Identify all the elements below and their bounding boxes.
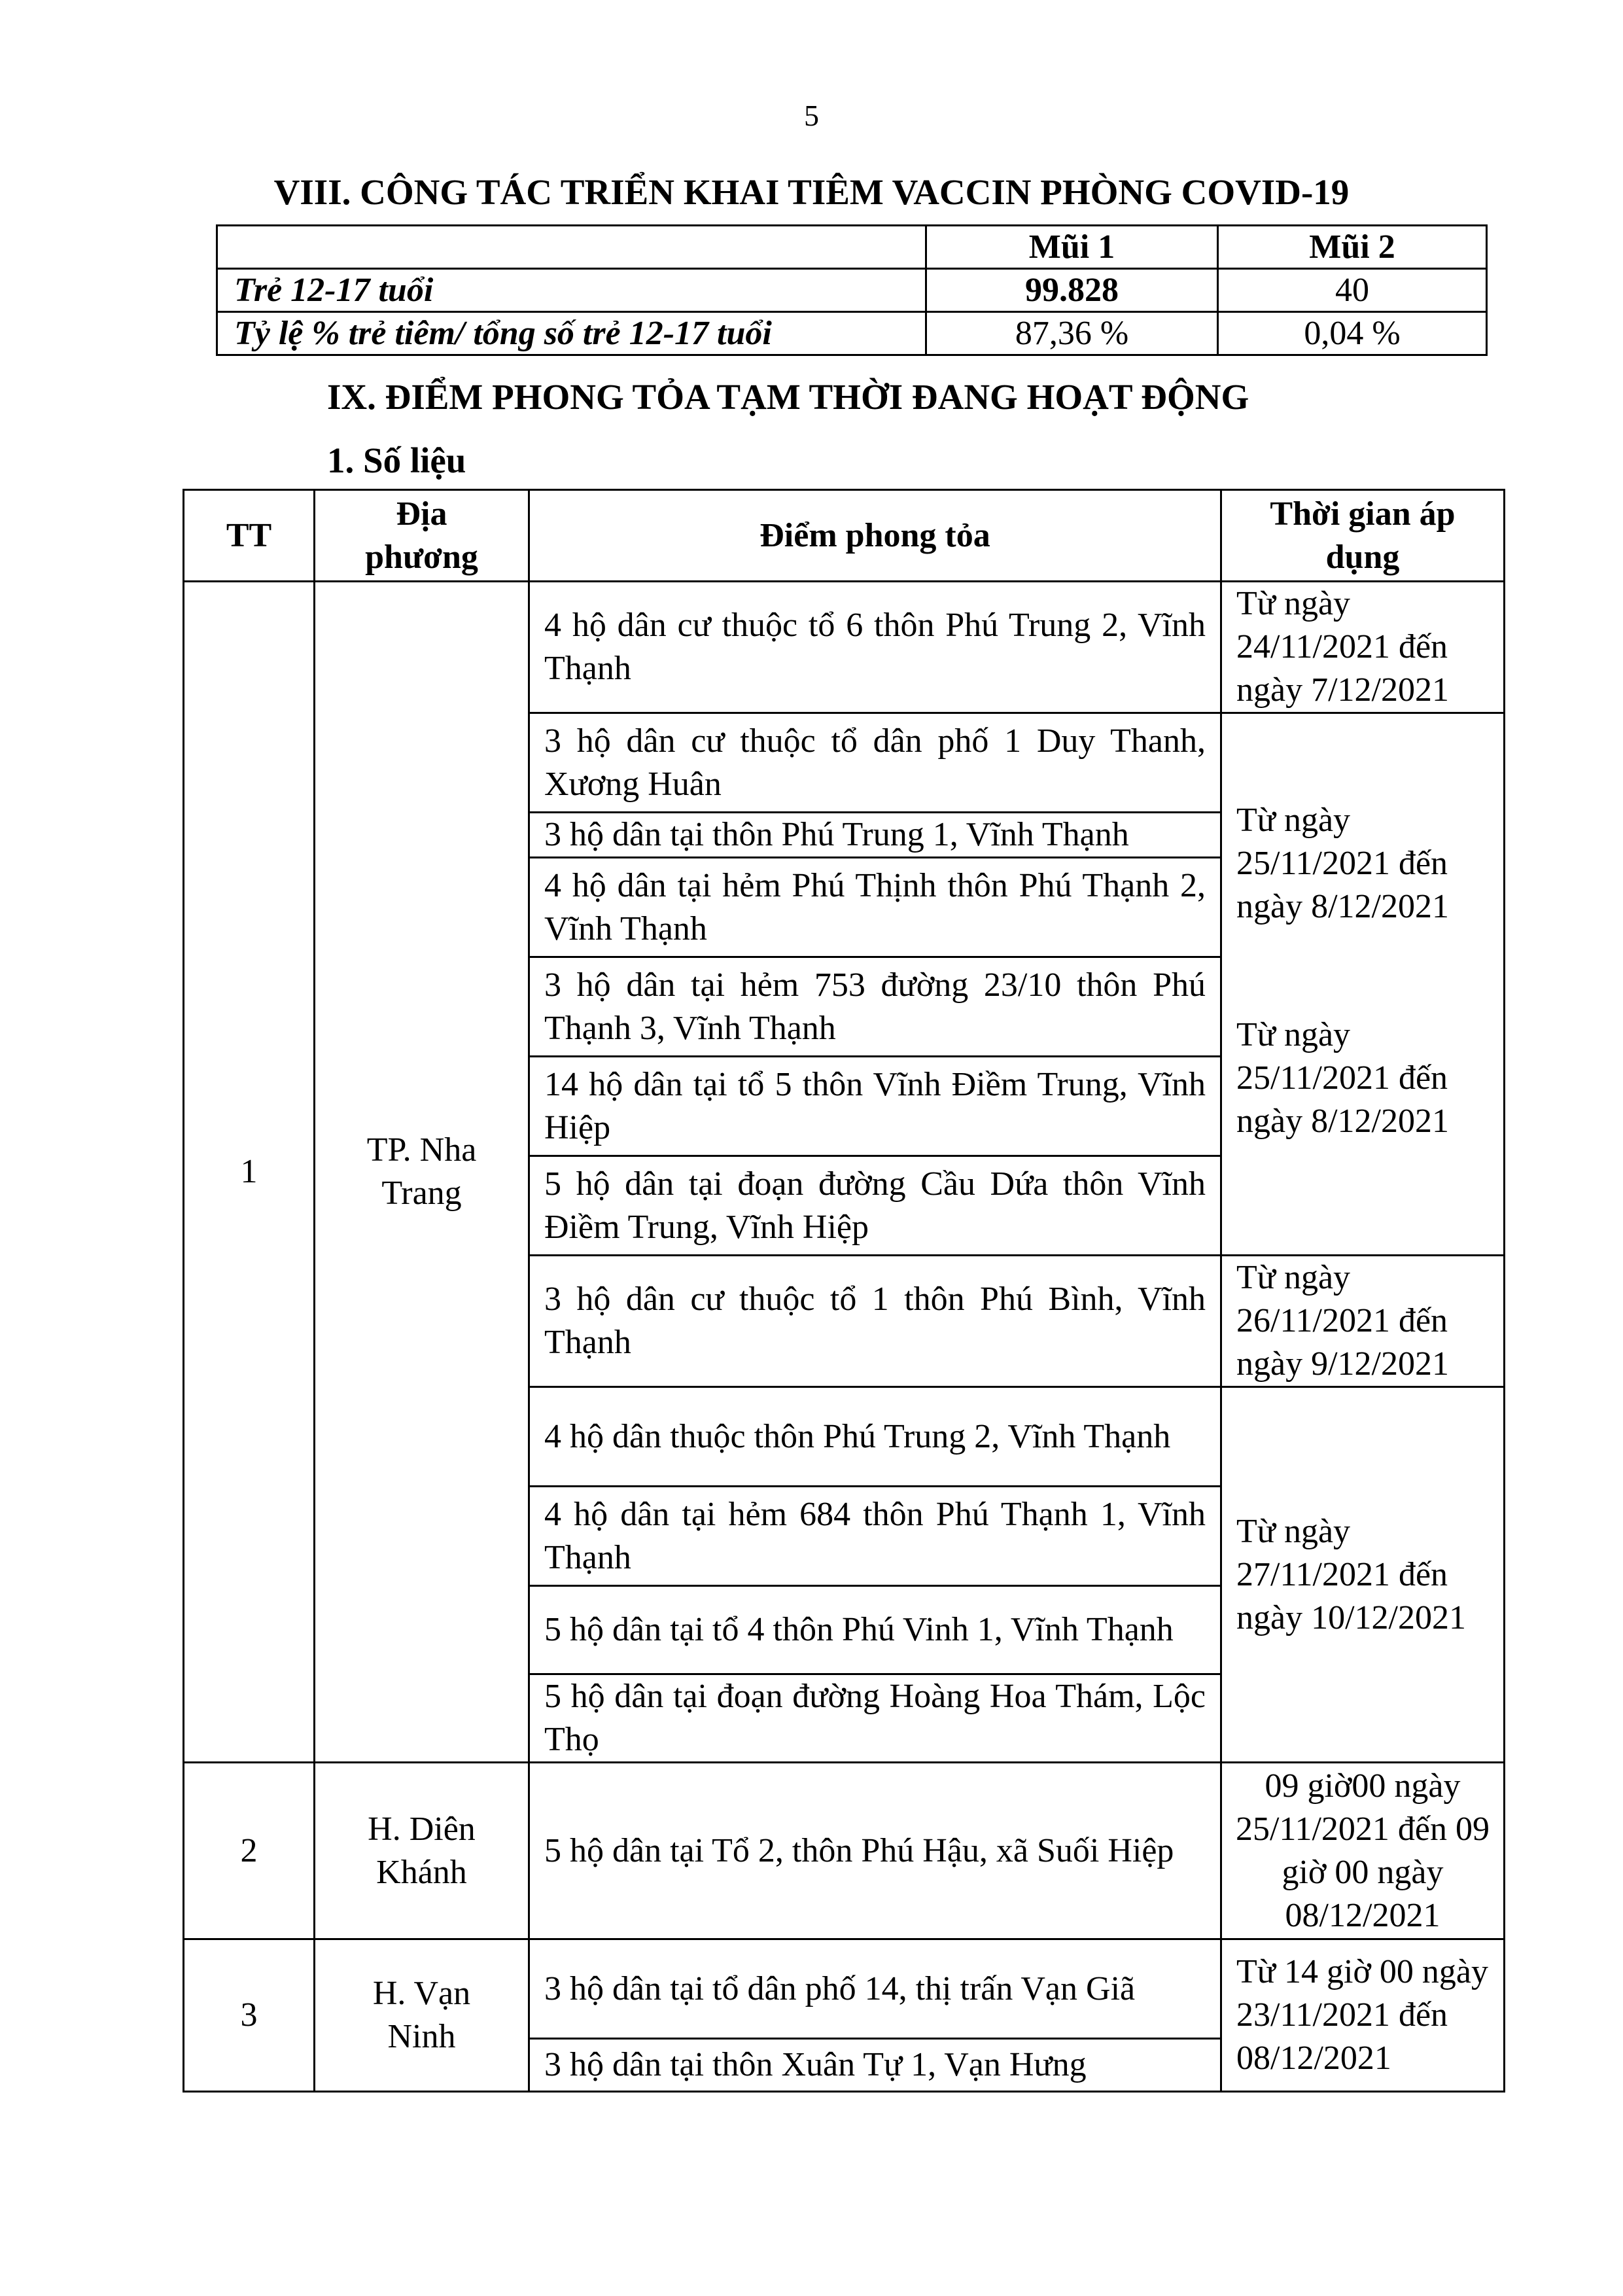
lockdown-point: 4 hộ dân tại hẻm Phú Thịnh thôn Phú Thạnh 2, Vĩnh Thạnh (529, 858, 1221, 957)
table-header-row (217, 226, 1487, 269)
applied-time: Từ ngày 25/11/2021 đến ngày 8/12/2021 (1236, 802, 1449, 925)
dose-2-value: 0,04 % (1218, 312, 1487, 355)
header-locality: Địa phương (315, 490, 529, 582)
header-empty-cell (217, 226, 926, 269)
row-number: 3 (184, 1939, 315, 2092)
dose-2-value: 40 (1218, 269, 1487, 312)
header-time: Thời gian áp dụng (1221, 490, 1505, 582)
applied-time: Từ ngày 24/11/2021 đến ngày 7/12/2021 (1221, 582, 1505, 713)
section-9-subtitle: 1. Số liệu (327, 440, 466, 480)
lockdown-point: 3 hộ dân cư thuộc tổ dân phố 1 Duy Thanh, Xương Huân (529, 713, 1221, 813)
lockdown-point: 5 hộ dân tại đoạn đường Cầu Dứa thôn Vĩnh Điềm Trung, Vĩnh Hiệp (529, 1156, 1221, 1256)
applied-time: Từ ngày 25/11/2021 đến ngày 8/12/2021 (1236, 1016, 1449, 1140)
page-number: 5 (804, 99, 819, 132)
header-tt: TT (184, 490, 315, 582)
locality: TP. Nha Trang (315, 582, 529, 1763)
applied-time: 09 giờ00 ngày 25/11/2021 đến 09 giờ 00 ngày 08/12/2021 (1221, 1763, 1505, 1939)
lockdown-point: 3 hộ dân tại thôn Xuân Tự 1, Vạn Hưng (529, 2039, 1221, 2092)
table-row (217, 312, 1487, 355)
locality: H. Diên Khánh (315, 1763, 529, 1939)
dose-1-value: 87,36 % (926, 312, 1218, 355)
table-row (217, 269, 1487, 312)
row-label: Tỷ lệ % trẻ tiêm/ tổng số trẻ 12-17 tuổi (217, 312, 926, 355)
applied-time-cell (1221, 713, 1505, 1256)
row-number: 2 (184, 1763, 315, 1939)
dose-1-value: 99.828 (926, 269, 1218, 312)
lockdown-point: 4 hộ dân tại hẻm 684 thôn Phú Thạnh 1, Vĩnh Thạnh (529, 1487, 1221, 1586)
lockdown-point: 3 hộ dân cư thuộc tổ 1 thôn Phú Bình, Vĩnh Thạnh (529, 1256, 1221, 1387)
lockdown-point: 5 hộ dân tại đoạn đường Hoàng Hoa Thám, Lộc Thọ (529, 1674, 1221, 1763)
lockdown-point: 3 hộ dân tại thôn Phú Trung 1, Vĩnh Thạnh (529, 813, 1221, 858)
lockdown-point: 4 hộ dân cư thuộc tổ 6 thôn Phú Trung 2, Vĩnh Thạnh (529, 582, 1221, 713)
header-dose-1: Mũi 1 (926, 226, 1218, 269)
applied-time: Từ 14 giờ 00 ngày 23/11/2021 đến 08/12/2021 (1221, 1939, 1505, 2092)
table-row (184, 582, 1505, 713)
header-dose-2: Mũi 2 (1218, 226, 1487, 269)
applied-time: Từ ngày 26/11/2021 đến ngày 9/12/2021 (1221, 1256, 1505, 1387)
lockdown-point: 3 hộ dân tại tổ dân phố 14, thị trấn Vạn Giã (529, 1939, 1221, 2039)
table-row (184, 1763, 1505, 1939)
locality: H. Vạn Ninh (315, 1939, 529, 2092)
section-9-title: IX. ĐIỂM PHONG TỎA TẠM THỜI ĐANG HOẠT ĐỘNG (327, 377, 1249, 417)
table-header-row (184, 490, 1505, 582)
table-row (184, 1939, 1505, 2039)
vaccination-table (216, 224, 1488, 356)
section-8-title: VIII. CÔNG TÁC TRIỂN KHAI TIÊM VACCIN PHÒNG COVID-19 (273, 172, 1350, 212)
lockdown-point: 4 hộ dân thuộc thôn Phú Trung 2, Vĩnh Thạnh (529, 1387, 1221, 1487)
lockdown-points-table (183, 489, 1505, 2093)
row-number: 1 (184, 582, 315, 1763)
lockdown-point: 5 hộ dân tại Tổ 2, thôn Phú Hậu, xã Suối Hiệp (529, 1763, 1221, 1939)
header-point: Điểm phong tỏa (529, 490, 1221, 582)
row-label: Trẻ 12-17 tuổi (217, 269, 926, 312)
lockdown-point: 3 hộ dân tại hẻm 753 đường 23/10 thôn Phú Thạnh 3, Vĩnh Thạnh (529, 957, 1221, 1057)
applied-time: Từ ngày 27/11/2021 đến ngày 10/12/2021 (1221, 1387, 1505, 1763)
lockdown-point: 14 hộ dân tại tổ 5 thôn Vĩnh Điềm Trung, Vĩnh Hiệp (529, 1057, 1221, 1156)
lockdown-point: 5 hộ dân tại tổ 4 thôn Phú Vinh 1, Vĩnh Thạnh (529, 1586, 1221, 1674)
